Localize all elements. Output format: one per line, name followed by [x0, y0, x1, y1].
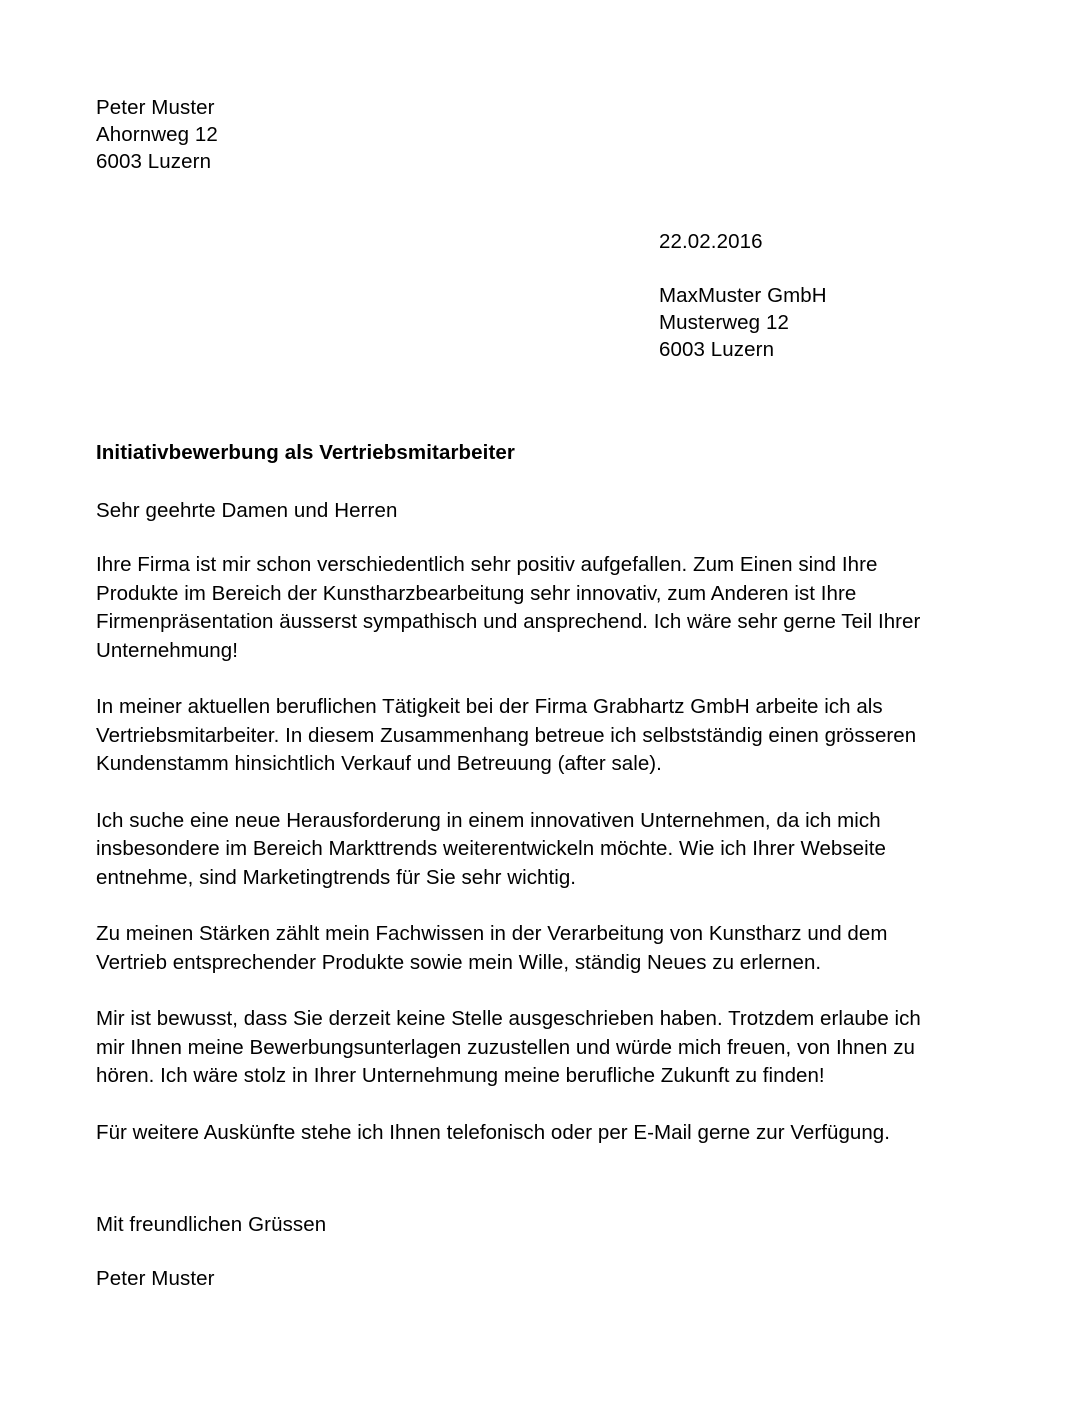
- sender-name: Peter Muster: [96, 96, 215, 119]
- letter-date: 22.02.2016: [659, 230, 763, 253]
- letter-closing: Mit freundlichen Grüssen: [96, 1213, 327, 1236]
- letter-paragraph: Zu meinen Stärken zählt mein Fachwissen in der Verarbeitung von Kunstharz und dem Vertrieb entsprechender Produkte sowie mein Wille, ständig Neues zu erlernen.: [96, 922, 888, 974]
- letter-salutation: Sehr geehrte Damen und Herren: [96, 499, 398, 522]
- letter-paragraph: Mir ist bewusst, dass Sie derzeit keine Stelle ausgeschrieben haben. Trotzdem erlaube ich mir Ihnen meine Bewerbungsunterlagen zuzustellen und würde mich freuen, von Ihnen zu hören. Ich wäre stolz in Ihrer Unternehmung meine berufliche Zukunft zu finden!: [96, 1007, 921, 1087]
- sender-address-block: [96, 94, 956, 175]
- letter-subject: Initiativbewerbung als Vertriebsmitarbeiter: [96, 441, 515, 464]
- letter-paragraph: Ich suche eine neue Herausforderung in einem innovativen Unternehmen, da ich mich insbesondere im Bereich Markttrends weiterentwickeln möchte. Wie ich Ihrer Webseite entnehme, sind Marketingtrends für Sie sehr wichtig.: [96, 808, 886, 889]
- letter-paragraph: Für weitere Auskünfte stehe ich Ihnen telefonisch oder per E-Mail gerne zur Verfügung.: [96, 1120, 890, 1144]
- letter-paragraph: In meiner aktuellen beruflichen Tätigkeit bei der Firma Grabhartz GmbH arbeite ich als Vertriebsmitarbeiter. In diesem Zusammenhang betreue ich selbstständig einen grösseren Kundenstamm hinsichtlich Verkauf und Betreuung (after sale).: [96, 695, 917, 775]
- recipient-company: MaxMuster GmbH: [659, 284, 827, 307]
- recipient-street: Musterweg 12: [659, 311, 789, 334]
- recipient-area: [659, 228, 956, 363]
- letter-signature: Peter Muster: [96, 1267, 215, 1290]
- letter-paragraph: Ihre Firma ist mir schon verschiedentlich sehr positiv aufgefallen. Zum Einen sind Ihre Produkte im Bereich der Kunstharzbearbeitung sehr innovativ, zum Anderen ist Ihre Firmenpräsentation äusserst sympathisch und ansprechend. Ich wäre sehr gerne Teil Ihrer Unternehmung!: [96, 553, 921, 662]
- sender-street: Ahornweg 12: [96, 123, 218, 146]
- sender-city: 6003 Luzern: [96, 150, 212, 173]
- recipient-address-block: [659, 282, 956, 363]
- recipient-city: 6003 Luzern: [659, 338, 775, 361]
- letter-body: [96, 94, 956, 1291]
